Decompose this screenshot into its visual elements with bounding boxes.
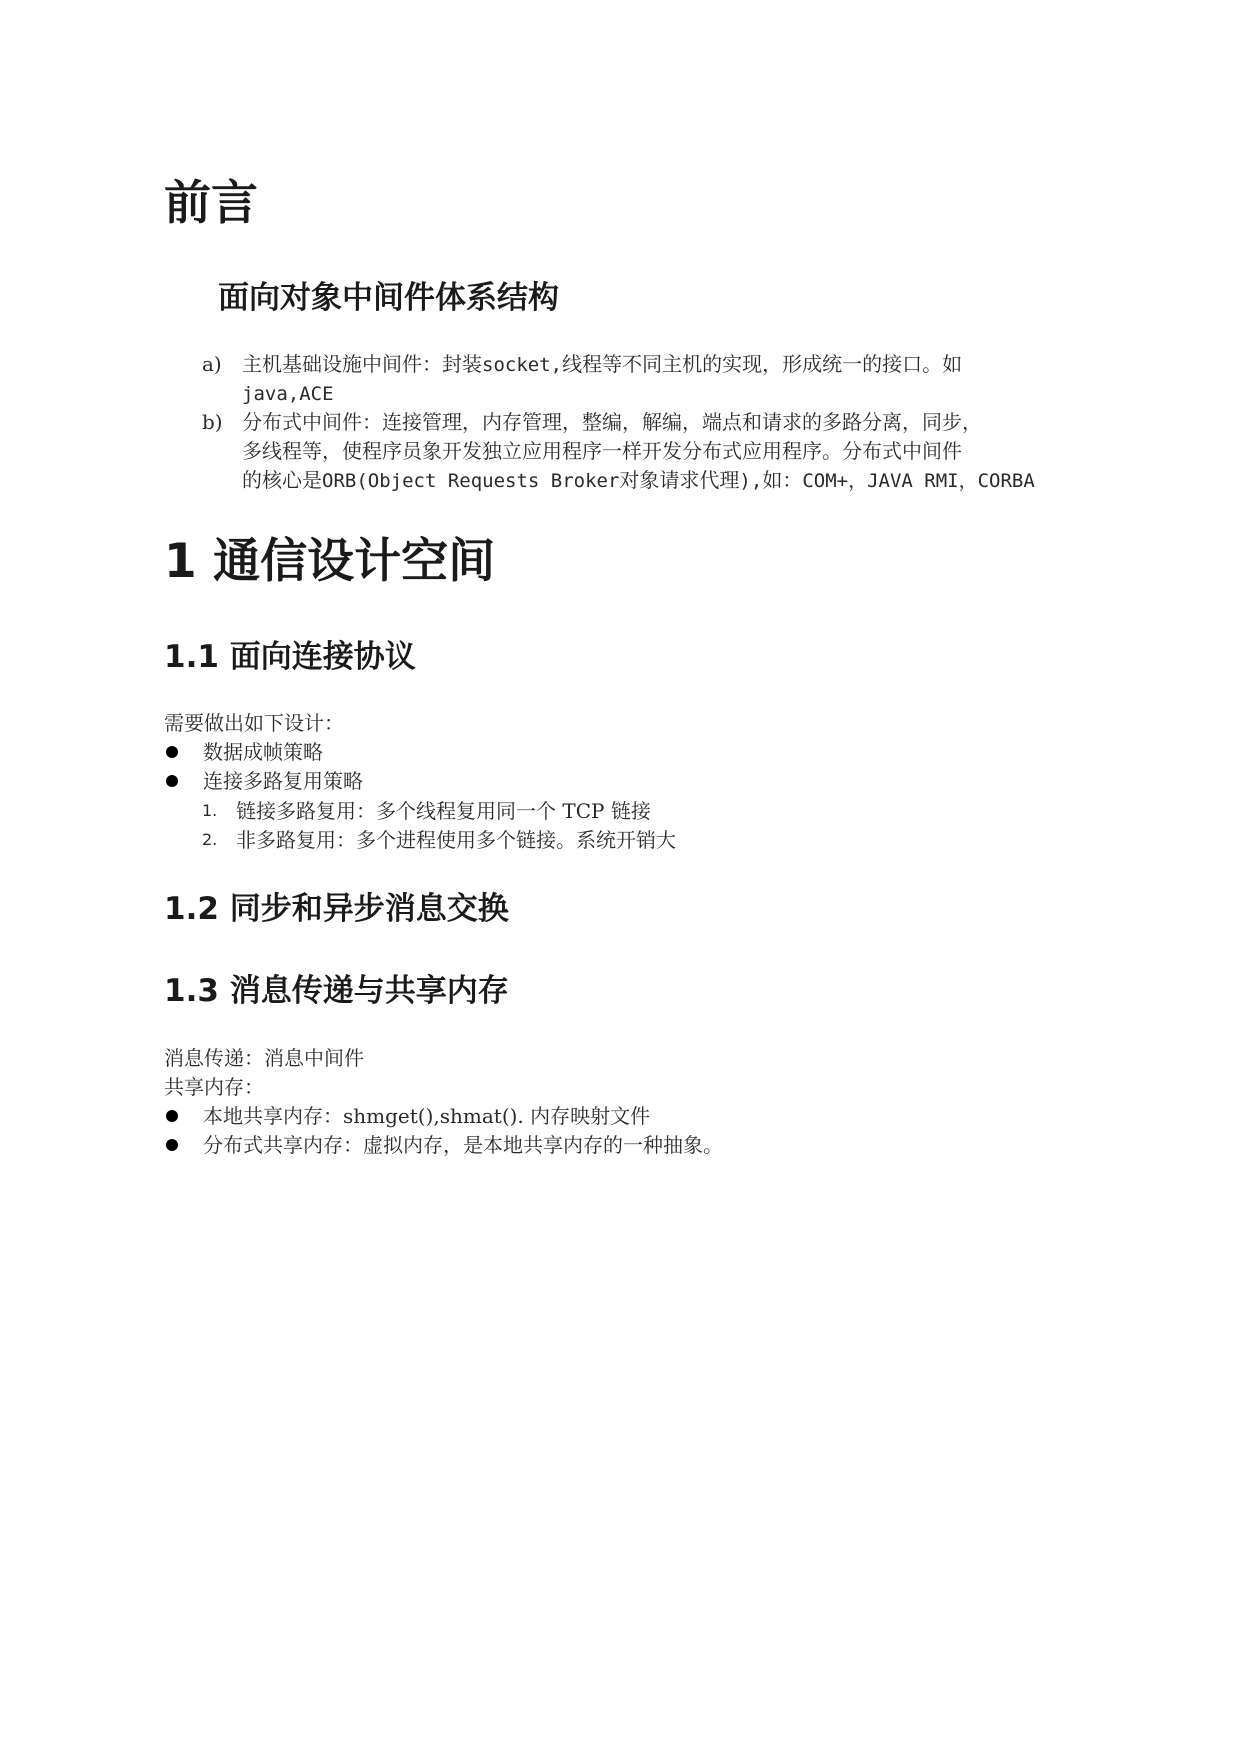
preface-item-b-line1: 分布式中间件：连接管理，内存管理，整编，解编，端点和请求的多路分离，同步， xyxy=(242,410,982,434)
section-1-1-intro: 需要做出如下设计： xyxy=(164,711,344,735)
text-run: 的核心是 xyxy=(242,468,322,492)
preface-item-a-line1 xyxy=(242,348,962,381)
bullet-dot xyxy=(166,1139,178,1151)
bullet-dot xyxy=(166,775,178,787)
section-1-3-title: 1.3 消息传递与共享内存 xyxy=(164,973,509,1009)
code-run: socket, xyxy=(482,354,563,376)
list-marker-a: a) xyxy=(202,352,222,376)
text-run: 主机基础设施中间件：封装 xyxy=(242,352,482,376)
bullet-dot xyxy=(166,746,178,758)
text-run: 对象请求代理 xyxy=(619,468,740,492)
numbered-item: 链接多路复用：多个线程复用同一个 TCP 链接 xyxy=(236,799,651,823)
section-1-3-line1: 消息传递：消息中间件 xyxy=(164,1046,364,1070)
preface-subtitle: 面向对象中间件体系结构 xyxy=(218,280,559,316)
chapter-1-title: 1 通信设计空间 xyxy=(164,534,496,589)
numbered-marker: 1. xyxy=(202,801,218,820)
section-1-3-line2: 共享内存： xyxy=(164,1075,264,1099)
bullet-item: 连接多路复用策略 xyxy=(203,769,363,793)
numbered-marker: 2. xyxy=(202,830,218,849)
bullet-item: 本地共享内存：shmget(),shmat(). 内存映射文件 xyxy=(203,1104,651,1128)
text-run: 如： xyxy=(762,468,803,492)
bullet-item: 数据成帧策略 xyxy=(203,740,323,764)
section-1-2-title: 1.2 同步和异步消息交换 xyxy=(164,891,509,927)
preface-title: 前言 xyxy=(164,176,258,231)
code-run: COM+，JAVA RMI，CORBA xyxy=(802,470,1035,492)
bullet-dot xyxy=(166,1110,178,1122)
text-run: 线程等不同主机的实现，形成统一的接口。如 xyxy=(562,352,963,376)
numbered-item: 非多路复用：多个进程使用多个链接。系统开销大 xyxy=(236,828,676,852)
preface-item-b-line3 xyxy=(242,464,1035,497)
list-marker-b: b) xyxy=(202,410,223,434)
section-1-1-title: 1.1 面向连接协议 xyxy=(164,639,416,675)
bullet-item: 分布式共享内存：虚拟内存，是本地共享内存的一种抽象。 xyxy=(203,1133,723,1157)
code-run: ORB(Object Requests Broker xyxy=(322,470,620,492)
code-run: java,ACE xyxy=(242,383,334,405)
code-run: ), xyxy=(739,470,763,492)
preface-item-b-line2: 多线程等，使程序员象开发独立应用程序一样开发分布式应用程序。分布式中间件 xyxy=(242,439,962,463)
